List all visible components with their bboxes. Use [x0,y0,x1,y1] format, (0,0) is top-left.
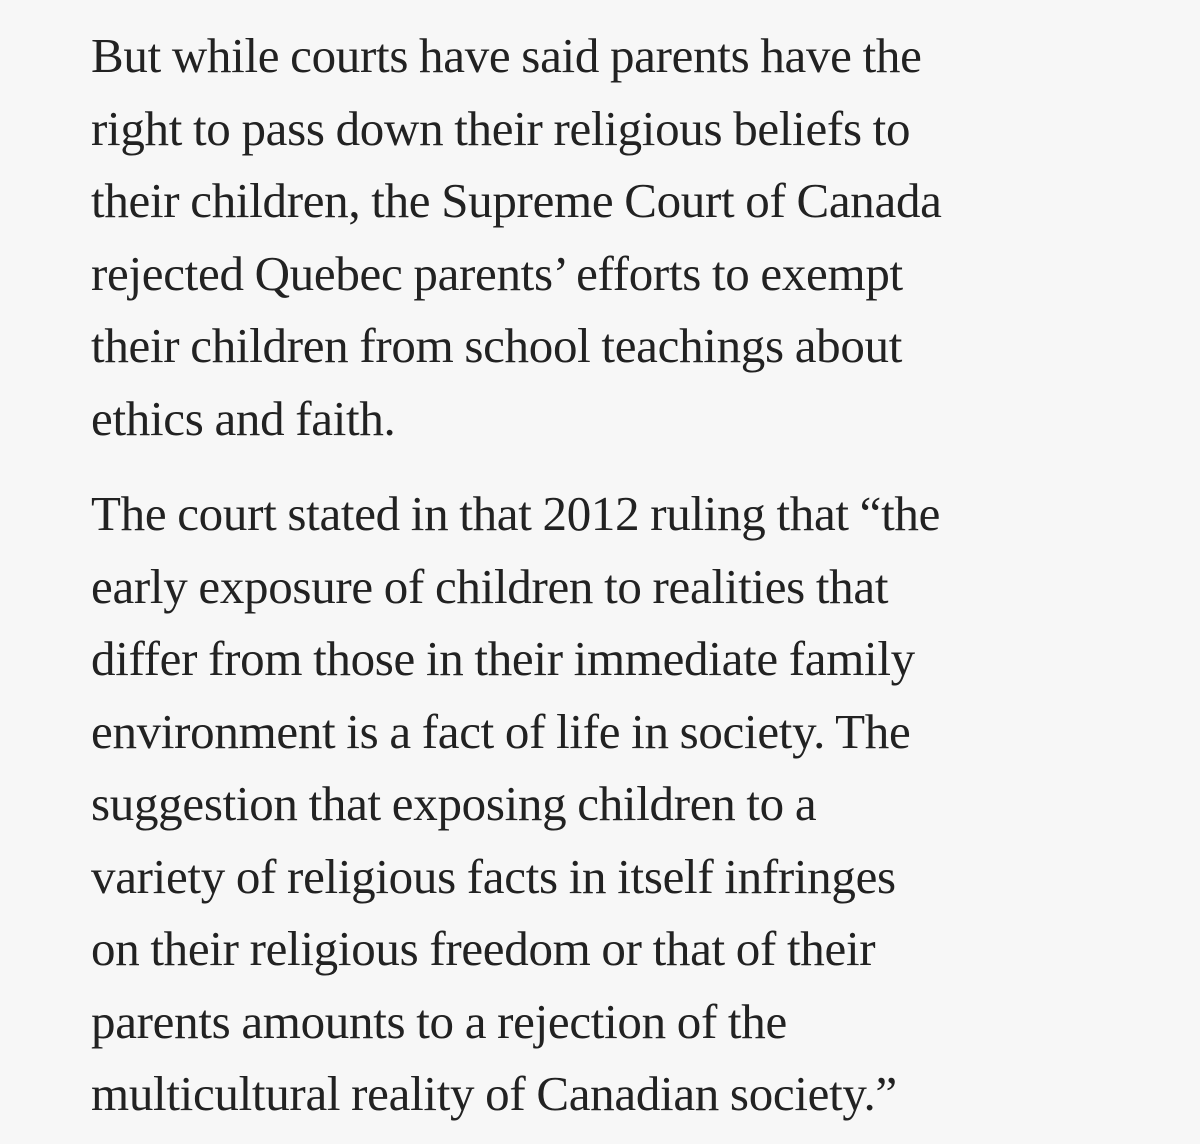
text-line: their children, the Supreme Court of Canada [91,173,942,228]
text-line: The court stated in that 2012 ruling that “the [91,486,941,541]
text-line: parents amounts to a rejection of the [91,993,787,1049]
text-line: ethics and faith. [91,390,396,446]
text-line: multicultural reality of Canadian society.” [91,1066,897,1121]
article-body [91,20,1171,1131]
text-line: But while courts have said parents have the [91,28,922,83]
text-line: environment is a fact of life in society. The [91,703,911,759]
text-line: early exposure of children to realities that [91,558,889,614]
text-line: rejected Quebec parents’ efforts to exempt [91,245,903,301]
text-line: right to pass down their religious beliefs to [91,100,911,156]
paragraph-court-quote [91,478,1171,1131]
text-line: on their religious freedom or that of their [91,921,876,976]
text-line: variety of religious facts in itself infringes [91,848,896,904]
text-line: suggestion that exposing children to a [91,776,817,831]
text-line: differ from those in their immediate family [91,631,915,686]
text-line: their children from school teachings about [91,318,903,373]
paragraph-parental-rights [91,20,1171,455]
